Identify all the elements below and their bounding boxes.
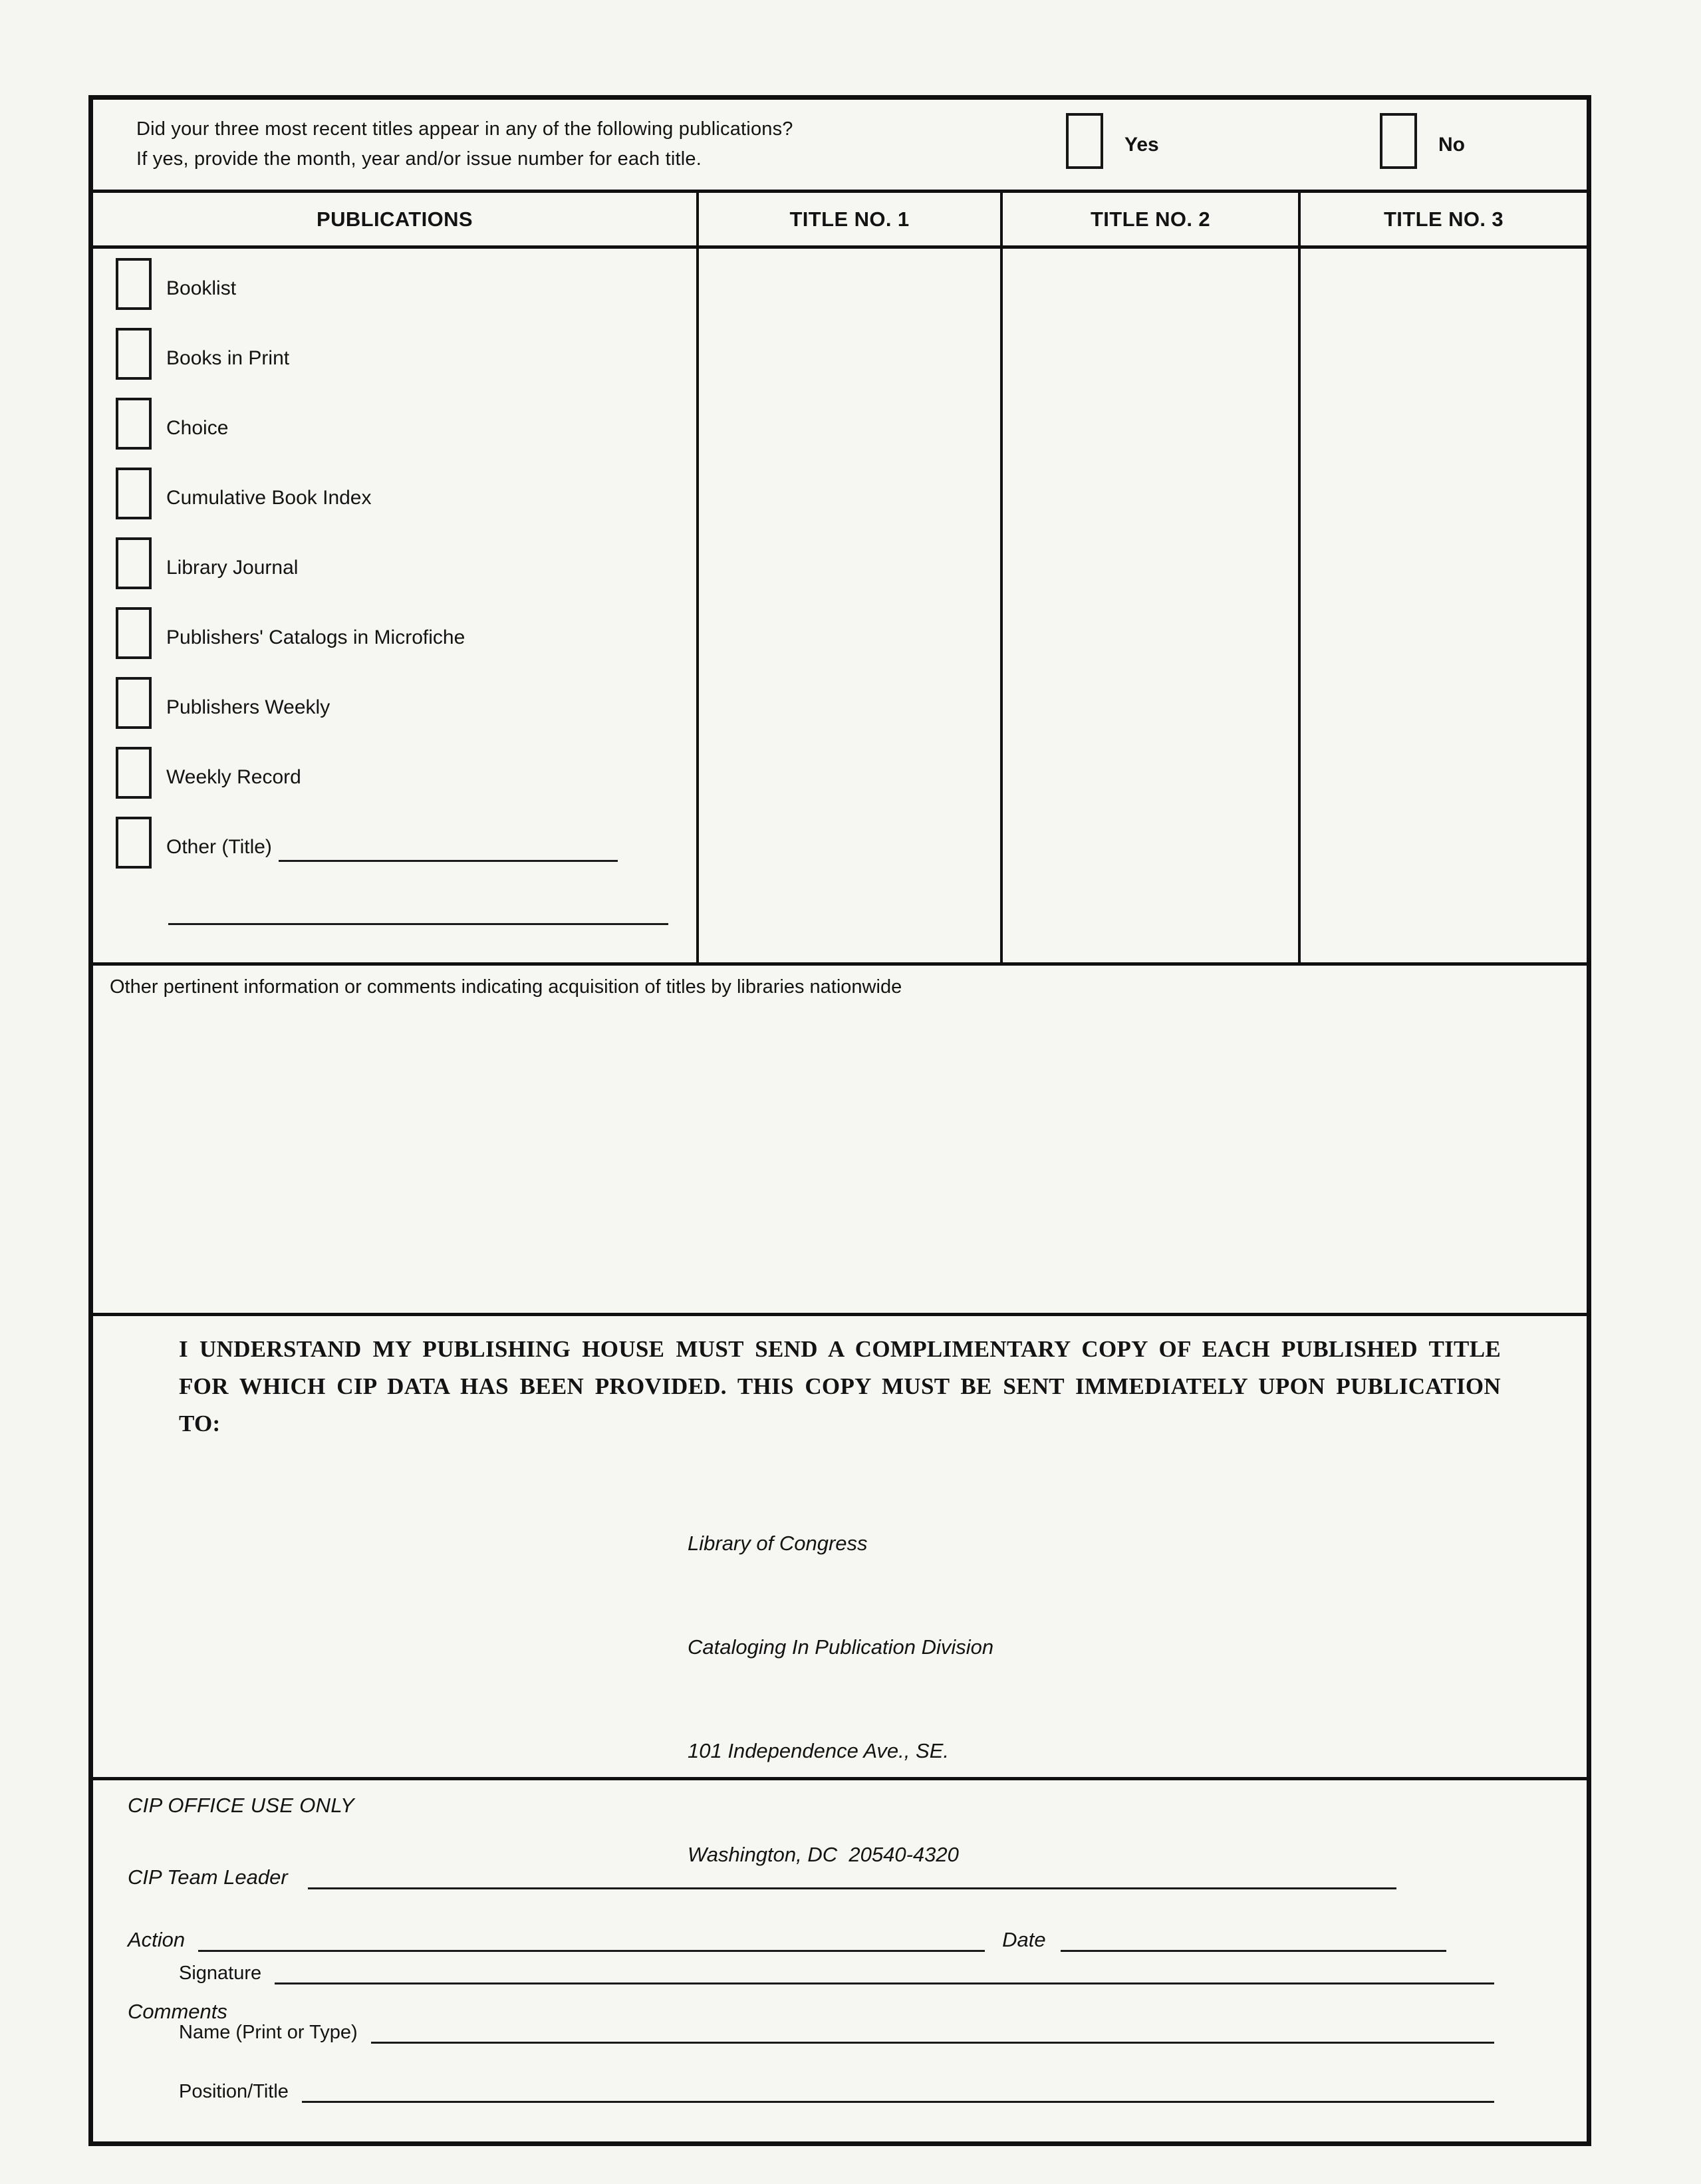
library-journal-checkbox[interactable] [116,537,152,589]
publication-label: Library Journal [166,557,299,579]
position-label: Position/Title [179,2081,289,2102]
cip-publications-form [88,95,1591,2146]
yes-checkbox[interactable] [1066,113,1103,169]
publication-row-other [116,814,696,871]
yes-option [1066,113,1159,169]
header-title-3: TITLE NO. 3 [1298,193,1587,245]
office-use-section [93,1780,1587,2141]
publication-label: Books in Print [166,347,290,369]
title1-column [696,249,1000,962]
table-body [93,249,1587,966]
booklist-checkbox[interactable] [116,258,152,310]
team-leader-label: CIP Team Leader [128,1865,288,1889]
other-label: Other (Title) [166,836,272,858]
publication-label: Publishers Weekly [166,696,330,718]
complimentary-copy-statement: I UNDERSTAND MY PUBLISHING HOUSE MUST SEND A COMPLIMENTARY COPY OF EACH PUBLISHED TITLE FOR WHICH CIP DATA HAS BEEN PROVIDED. THIS COPY MUST BE SENT IMMEDIATELY UPON PUBLICATION TO: [179,1336,1501,1436]
yes-label: Yes [1124,134,1159,156]
table-header-row [93,193,1587,249]
publication-label: Publishers' Catalogs in Microfiche [166,626,465,648]
address-line-1: Library of Congress [688,1532,868,1555]
other-info-label: Other pertinent information or comments indicating acquisition of titles by libraries nationwide [110,976,902,998]
title3-column [1298,249,1587,962]
books-in-print-checkbox[interactable] [116,328,152,380]
question-line-2: If yes, provide the month, year and/or issue number for each title. [136,148,702,170]
team-leader-fill-line[interactable] [308,1867,1396,1889]
no-option [1380,113,1465,169]
publication-row-publishers-weekly [116,674,696,732]
header-title-2: TITLE NO. 2 [1000,193,1298,245]
action-label: Action [128,1928,186,1951]
address-line-2: Cataloging In Publication Division [688,1635,994,1659]
publication-label: Cumulative Book Index [166,487,372,509]
action-date-row [128,1928,1587,1952]
date-fill-line[interactable] [1061,1929,1446,1952]
team-leader-row [128,1865,1587,1889]
choice-checkbox[interactable] [116,398,152,450]
address-line-4: Washington, DC 20540-4320 [688,1843,959,1866]
other-info-section [93,966,1587,1316]
date-label: Date [1002,1928,1046,1951]
name-label: Name (Print or Type) [179,2022,358,2043]
publication-label: Weekly Record [166,766,301,788]
header-title-1: TITLE NO. 1 [696,193,1000,245]
other-title-fill-line[interactable] [279,840,618,862]
publishers-catalogs-checkbox[interactable] [116,607,152,659]
signature-label: Signature [179,1963,262,1984]
other-checkbox[interactable] [116,817,152,869]
comments-label: Comments [128,2000,227,2023]
no-checkbox[interactable] [1380,113,1417,169]
publication-row-publishers-catalogs [116,605,696,662]
publication-row-booklist [116,255,696,313]
question-text [136,114,793,174]
office-use-title: CIP OFFICE USE ONLY [128,1794,355,1817]
address-line-3: 101 Independence Ave., SE. [688,1739,949,1762]
publishers-weekly-checkbox[interactable] [116,677,152,729]
question-line-1: Did your three most recent titles appear in any of the following publications? [136,118,793,140]
weekly-record-checkbox[interactable] [116,747,152,799]
other-title-extra-fill-line[interactable] [168,923,668,925]
header-publications: PUBLICATIONS [317,207,473,231]
cumulative-book-index-checkbox[interactable] [116,468,152,519]
question-section [93,100,1587,193]
publication-row-weekly-record [116,744,696,801]
publication-row-library-journal [116,535,696,592]
title2-column [1000,249,1298,962]
no-label: No [1438,134,1465,156]
action-fill-line[interactable] [198,1929,985,1952]
publication-row-choice [116,395,696,452]
publication-row-books-in-print [116,325,696,382]
publication-label: Booklist [166,277,237,299]
publications-column [93,249,696,962]
publication-label: Choice [166,417,229,439]
publication-row-cumulative-book-index [116,465,696,522]
